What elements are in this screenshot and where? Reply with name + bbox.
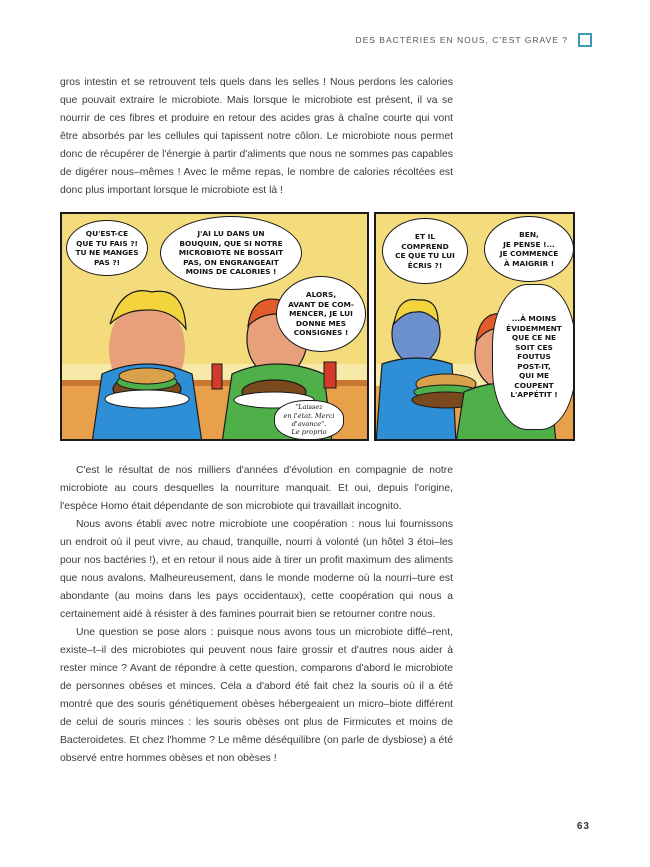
speech-bubble: ET IL COMPREND CE QUE TU LUI ÉCRIS ?!	[382, 218, 468, 284]
speech-bubble: QU'EST-CE QUE TU FAIS ?! TU NE MANGES PAS ?!	[66, 220, 148, 276]
speech-bubble: ALORS, AVANT DE COM- MENCER, JE LUI DONNE MES CONSIGNES !	[276, 276, 366, 352]
speech-bubble: ...À MOINS ÉVIDEMMENT QUE CE NE SOIT CES FOUTUS POST-IT, QUI ME COUPENT L'APPÉTIT !	[492, 284, 575, 430]
comic-panel-2	[374, 212, 575, 441]
paragraph: gros intestin et se retrouvent tels quels dans les selles ! Nous perdons les calories que pouvait extraire le microbiote. Mais lorsque le microbiote est présent, il va se nourrir de ces fibres et produire en retour des acides gras à chaîne courte qui vont être absorbés par les cellules qui tapissent notre côlon. Le microbiote nous permet donc de récupérer de l'énergie à partir d'aliments que nous ne sommes pas capables de digérer nous–mêmes ! Avec le même repas, le nombre de calories récoltées est donc plus important lorsque le microbiote est là !	[60, 77, 453, 196]
running-header	[355, 33, 592, 47]
page-number: 63	[576, 821, 590, 832]
post-it-note: "Laissez en l'état. Merci d'avance". Le proprio	[274, 400, 344, 440]
paragraph: Une question se pose alors : puisque nous avons tous un microbiote diffé–rent, existe–t–il des microbiotes qui peuvent nous faire grossir et d'autres nous aider à rester mince ? Avant de répondre à cette question, comparons d'abord le microbiote de personnes obèses et minces. Cela a d'abord été fait chez la souris où il a été montré que des souris génétiquement obèses hébergeaient un micro–biote différent de celui de souris minces : les souris obèses ont plus de Firmicutes et moins de Bacteroidetes. Et chez l'homme ? Le même déséquilibre (on parle de dysbiose) a été observé entre hommes obèses et non obèses !	[60, 627, 453, 764]
text-block-top	[60, 74, 453, 200]
speech-bubble: BEN, JE PENSE !... JE COMMENCE À MAIGRIR !	[484, 216, 574, 282]
header-square-icon	[578, 33, 592, 47]
running-title: DES BACTÉRIES EN NOUS, C'EST GRAVE ?	[355, 35, 568, 45]
comic-panel-1	[60, 212, 369, 441]
speech-bubble: J'AI LU DANS UN BOUQUIN, QUE SI NOTRE MICROBIOTE NE BOSSAIT PAS, ON ENGRANGEAIT MOINS DE CALORIES !	[160, 216, 302, 290]
paragraph: C'est le résultat de nos milliers d'années d'évolution en compagnie de notre microbiote au cours desquelles la nourriture manquait. Et oui, depuis l'origine, l'espèce Homo était dépendante de son microbiote qui travaillait incognito.	[60, 465, 453, 512]
text-block-bottom	[60, 462, 453, 768]
comic-strip	[60, 212, 575, 441]
paragraph: Nous avons établi avec notre microbiote une coopération : nous lui fournissons un endroit où il peut vivre, au chaud, tranquille, nourri à volonté (un hôtel 3 étoi–les pour nos bactéries !), et en retour il nous aide à tirer un profit maximum des aliments que nous avalons. Malheureusement, dans le monde moderne où la nourri–ture est abondante (au moins dans les pays occidentaux), cette coopération qui nous a certainement aidé à résister à des famines pourrait bien se retourner contre nous.	[60, 519, 453, 620]
